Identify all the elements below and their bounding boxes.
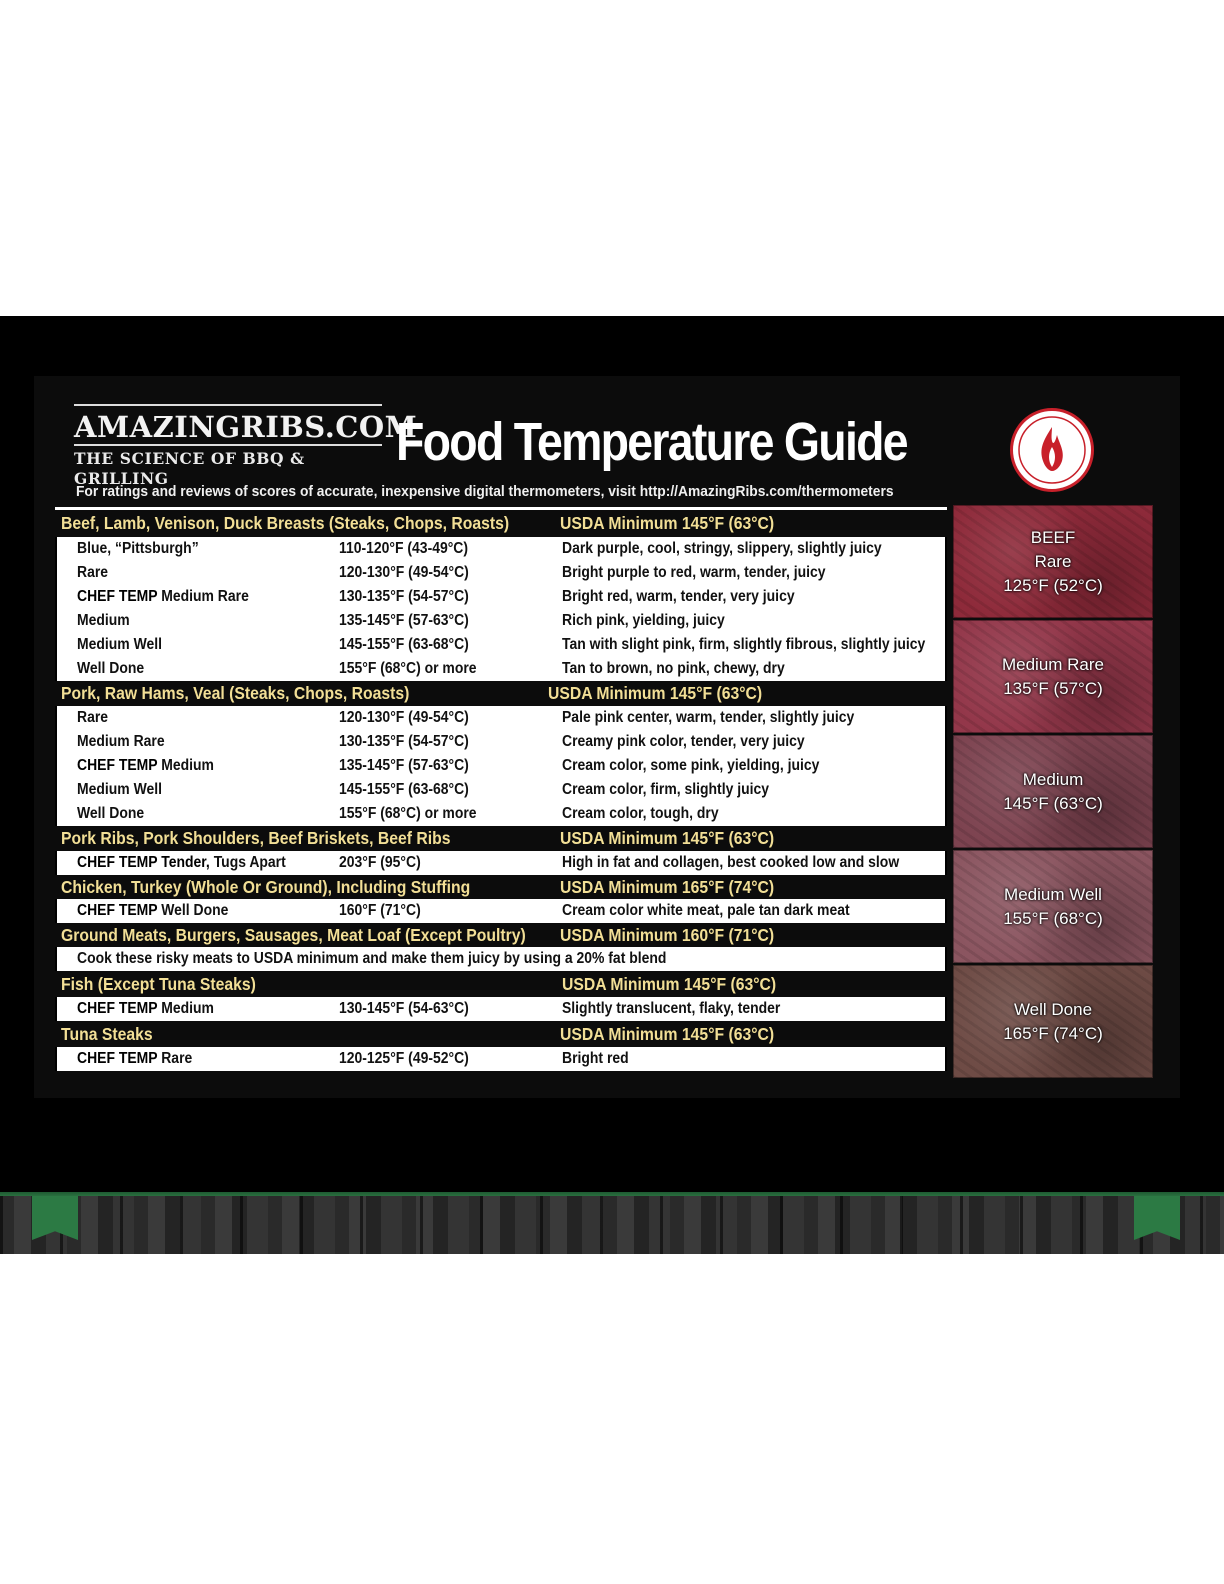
temperature-range: 145-155°F (63-68°C): [339, 781, 469, 798]
doneness-description: Bright red, warm, tender, very juicy: [562, 588, 795, 605]
section-title: Tuna Steaks: [61, 1024, 153, 1044]
doneness-description: Tan to brown, no pink, chewy, dry: [562, 660, 785, 677]
doneness-name: Medium: [161, 1000, 214, 1017]
doneness-label: [77, 537, 199, 561]
doneness-name: Medium Well: [77, 636, 163, 653]
doneness-panel: [953, 735, 1153, 848]
chef-temp-badge: CHEF TEMP Tender,: [77, 854, 210, 871]
doneness-label: [77, 706, 108, 730]
section-title: Pork, Raw Hams, Veal (Steaks, Chops, Roasts): [61, 683, 410, 703]
section-heading: [55, 1021, 947, 1047]
usda-minimum: USDA Minimum 145°F (63°C): [562, 974, 777, 994]
section-title: Fish (Except Tuna Steaks): [61, 974, 256, 994]
temperature-range: 130-135°F (54-57°C): [339, 733, 469, 750]
doneness-name: Rare: [161, 1050, 193, 1067]
page-title: Food Temperature Guide: [396, 412, 907, 472]
chef-temp-badge: CHEF TEMP: [77, 757, 158, 774]
doneness-panel-text: Medium: [1022, 769, 1084, 789]
doneness-label: [77, 1047, 192, 1071]
doneness-description: Dark purple, cool, stringy, slippery, slightly juicy: [562, 540, 882, 557]
temperature-range: 155°F (68°C) or more: [339, 805, 477, 822]
temperature-range: 145-155°F (63-68°C): [339, 636, 469, 653]
logo-rule-mid: [74, 444, 382, 446]
table-row: [55, 537, 947, 561]
doneness-name: Medium Rare: [161, 588, 249, 605]
doneness-description: Rich pink, yielding, juicy: [562, 612, 725, 629]
table-row: [55, 706, 947, 730]
thermometer-link-text[interactable]: For ratings and reviews of scores of accurate, inexpensive digital thermometers, visit http://AmazingRibs.com/thermometers: [76, 483, 894, 500]
doneness-panel-text: BEEF: [1030, 527, 1076, 547]
doneness-description: Slightly translucent, flaky, tender: [562, 1000, 781, 1017]
doneness-label: [77, 585, 249, 609]
usda-minimum: USDA Minimum 145°F (63°C): [548, 683, 763, 703]
doneness-label: [77, 899, 228, 923]
table-row: [55, 899, 947, 923]
doneness-name: Rare: [77, 564, 109, 581]
doneness-name: Medium Rare: [77, 733, 165, 750]
brand-logo[interactable]: [74, 404, 418, 489]
doneness-label: [77, 851, 286, 875]
doneness-panel-text: Medium Rare: [1001, 654, 1105, 674]
doneness-panel-text: Well Done: [1013, 999, 1093, 1019]
doneness-description: Cream color, tough, dry: [562, 805, 719, 822]
section-title: Pork Ribs, Pork Shoulders, Beef Briskets, Beef Ribs: [61, 828, 451, 848]
chef-temp-badge: CHEF TEMP: [77, 902, 158, 919]
table-row: [55, 947, 947, 971]
doneness-label: [77, 997, 214, 1021]
usda-minimum: USDA Minimum 165°F (74°C): [560, 877, 775, 897]
doneness-panel-text: 125°F (52°C): [1003, 575, 1103, 595]
chef-temp-badge: CHEF TEMP: [77, 1050, 158, 1067]
table-row: [55, 730, 947, 754]
usda-minimum: USDA Minimum 145°F (63°C): [560, 513, 775, 533]
doneness-panels: [953, 505, 1153, 1079]
logo-rule-top: [74, 404, 382, 406]
doneness-label: [77, 657, 144, 681]
temperature-table: [55, 510, 947, 1071]
doneness-panel-text: Rare: [1034, 551, 1072, 571]
table-row: [55, 997, 947, 1021]
section-heading: [55, 510, 947, 537]
chef-temp-badge: CHEF TEMP: [77, 1000, 158, 1017]
doneness-name: Well Done: [161, 902, 229, 919]
doneness-label: [77, 561, 108, 585]
doneness-panel-text: 135°F (57°C): [1003, 678, 1103, 698]
advice-note: Cook these risky meats to USDA minimum and make them juicy by using a 20% fat blend: [77, 950, 667, 967]
table-row: [55, 778, 947, 802]
table-row: [55, 561, 947, 585]
doneness-name: Medium Well: [77, 781, 163, 798]
doneness-description: Creamy pink color, tender, very juicy: [562, 733, 805, 750]
temperature-range: 120-125°F (49-52°C): [339, 1050, 469, 1067]
section-heading: [55, 923, 947, 947]
temperature-range: 130-135°F (54-57°C): [339, 588, 469, 605]
table-row: [55, 657, 947, 681]
doneness-description: Tan with slight pink, firm, slightly fibrous, slightly juicy: [562, 636, 926, 653]
temperature-range: 135-145°F (57-63°C): [339, 612, 469, 629]
temperature-range: 120-130°F (49-54°C): [339, 709, 469, 726]
temperature-range: 120-130°F (49-54°C): [339, 564, 469, 581]
doneness-label: [77, 778, 162, 802]
usda-minimum: USDA Minimum 145°F (63°C): [560, 828, 775, 848]
doneness-label: [77, 802, 144, 826]
table-row: [55, 609, 947, 633]
usda-minimum: USDA Minimum 145°F (63°C): [560, 1024, 775, 1044]
brand-name: AMAZINGRIBS.COM: [74, 410, 418, 444]
doneness-name: Medium: [161, 757, 214, 774]
table-row: [55, 802, 947, 826]
section-heading: [55, 875, 947, 899]
doneness-panel-text: 155°F (68°C): [1003, 908, 1103, 928]
table-row: [55, 585, 947, 609]
doneness-description: Cream color, some pink, yielding, juicy: [562, 757, 820, 774]
section-heading: [55, 971, 947, 997]
doneness-description: Cream color white meat, pale tan dark meat: [562, 902, 850, 919]
doneness-panel-text: Medium Well: [1004, 884, 1102, 904]
doneness-name: Rare: [77, 709, 109, 726]
section-heading: [55, 826, 947, 851]
doneness-description: High in fat and collagen, best cooked low and slow: [562, 854, 900, 871]
doneness-panel: [953, 505, 1153, 618]
section-title: Chicken, Turkey (Whole Or Ground), Including Stuffing: [61, 877, 471, 897]
doneness-description: Bright purple to red, warm, tender, juicy: [562, 564, 826, 581]
doneness-panel-text: 145°F (63°C): [1003, 793, 1103, 813]
temperature-range: 110-120°F (43-49°C): [339, 540, 469, 557]
doneness-name: Blue, “Pittsburgh”: [77, 540, 199, 557]
section-title: Beef, Lamb, Venison, Duck Breasts (Steaks, Chops, Roasts): [61, 513, 510, 533]
flame-icon: [1013, 411, 1091, 489]
doneness-panel: [953, 850, 1153, 963]
brand-tagline: THE SCIENCE OF BBQ & GRILLING: [74, 449, 305, 488]
usda-minimum: USDA Minimum 160°F (71°C): [560, 925, 775, 945]
award-badge: [1010, 408, 1094, 492]
table-row: [55, 851, 947, 875]
section-heading: [55, 681, 947, 706]
doneness-name: Well Done: [77, 805, 145, 822]
section-title: Ground Meats, Burgers, Sausages, Meat Loaf (Except Poultry): [61, 925, 526, 945]
doneness-label: [77, 754, 214, 778]
doneness-label: [77, 633, 162, 657]
wood-strip: [0, 1196, 1224, 1254]
doneness-description: Pale pink center, warm, tender, slightly juicy: [562, 709, 855, 726]
doneness-name: Well Done: [77, 660, 145, 677]
doneness-panel: [953, 965, 1153, 1078]
temperature-range: 135-145°F (57-63°C): [339, 757, 469, 774]
doneness-panel-text: 165°F (74°C): [1003, 1023, 1103, 1043]
table-row: [55, 633, 947, 657]
doneness-name: Medium: [77, 612, 130, 629]
table-row: [55, 754, 947, 778]
temperature-range: 155°F (68°C) or more: [339, 660, 477, 677]
temperature-range: 130-145°F (54-63°C): [339, 1000, 469, 1017]
table-row: [55, 1047, 947, 1071]
doneness-name: Tugs Apart: [213, 854, 286, 871]
doneness-label: [77, 730, 165, 754]
doneness-label: [77, 609, 130, 633]
doneness-panel: [953, 620, 1153, 733]
doneness-description: Cream color, firm, slightly juicy: [562, 781, 769, 798]
chef-temp-badge: CHEF TEMP: [77, 588, 158, 605]
temperature-range: 160°F (71°C): [339, 902, 421, 919]
temperature-range: 203°F (95°C): [339, 854, 421, 871]
doneness-description: Bright red: [562, 1050, 629, 1067]
